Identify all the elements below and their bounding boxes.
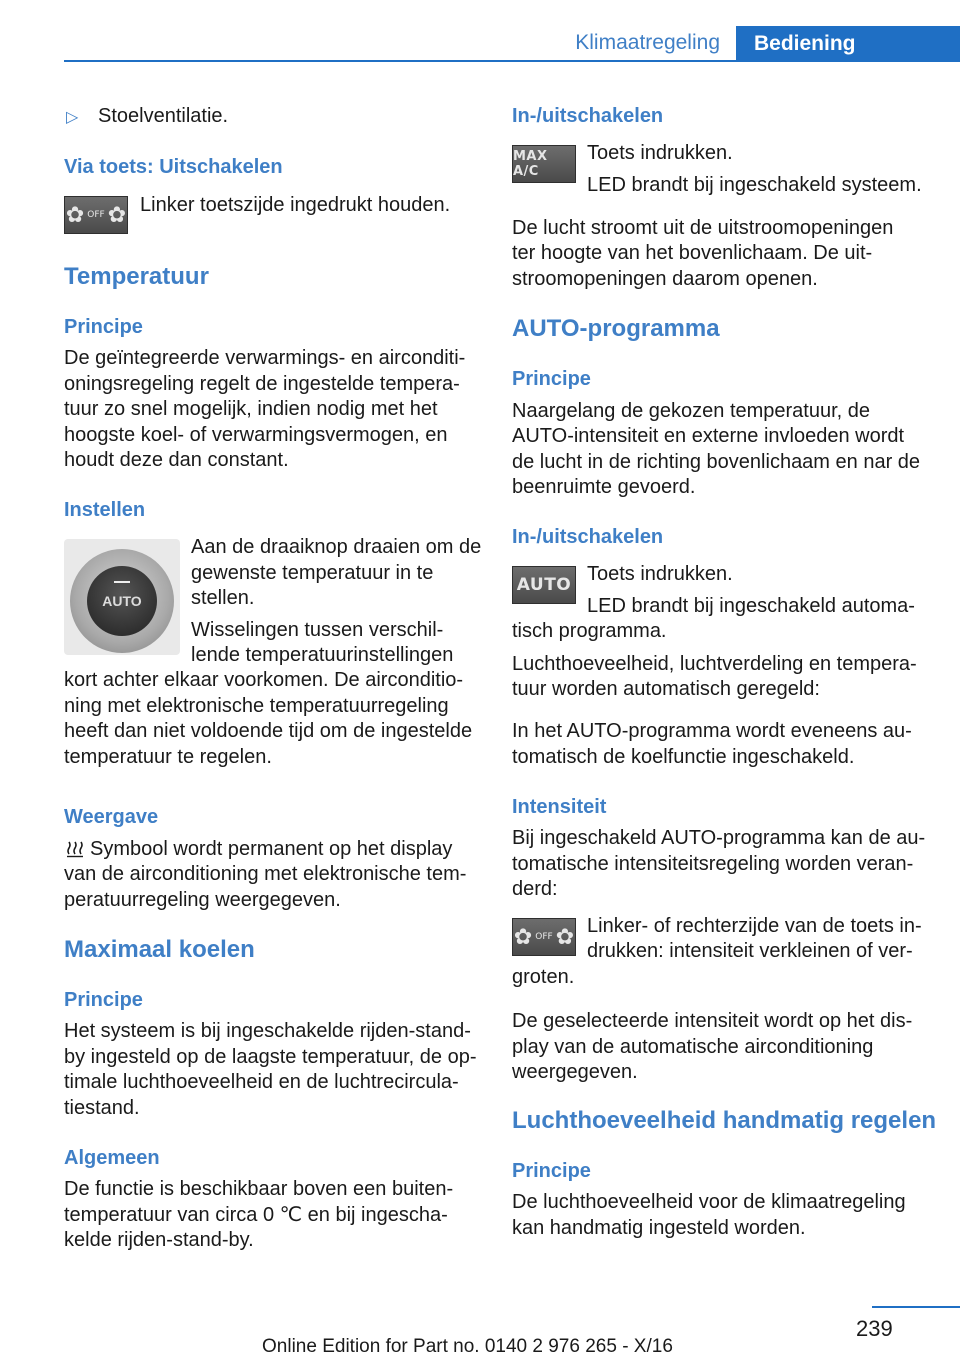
wissel-full-line-4: temperatuur te regelen.	[64, 746, 272, 768]
temperature-knob-image	[64, 539, 180, 655]
in-uit-2-line-2: LED brandt bij ingeschakeld automa-	[587, 595, 915, 617]
principe-3-line-3: de lucht in de richting bovenlichaam en nar de	[512, 451, 921, 473]
intensiteit-heading: Intensiteit	[512, 796, 607, 818]
in-uit-heading-2: In-/uitschakelen	[512, 526, 664, 548]
auto-koel-line-2: tomatisch de koelfunctie ingeschakeld.	[512, 746, 855, 768]
gesel-line-2: play van de automatische airconditioning	[512, 1036, 874, 1058]
principe-1-line-2: oningsregeling regelt de ingestelde tempera-	[64, 373, 460, 395]
knob-minus-icon	[114, 581, 130, 583]
max-ac-button-image	[512, 145, 576, 183]
lucht-line-3: stroomopeningen daarom openen.	[512, 268, 818, 290]
fan-large-icon-2: ✿	[555, 924, 575, 950]
auto-programma-title: AUTO-programma	[512, 315, 720, 342]
page-number: 239	[856, 1316, 893, 1341]
principe-2-line-3: timale luchthoeveelheid en de luchtrecircula-	[64, 1071, 459, 1093]
wissel-full-line-2: ning met elektronische temperatuurregeling	[64, 695, 449, 717]
luchthoeveelheid-title: Luchthoeveelheid handmatig regelen	[512, 1107, 937, 1134]
fan-small-icon: ✿	[65, 202, 85, 228]
maximaal-koelen-title: Maximaal koelen	[64, 936, 255, 963]
intensiteit-line-3: derd:	[512, 878, 558, 900]
principe-heading-2: Principe	[64, 989, 143, 1011]
instellen-line-2: gewenste temperatuur in te	[191, 562, 434, 584]
header-section-tab: Klimaatregeling	[575, 31, 720, 54]
wissel-full-line-3: heeft dan niet voldoende tijd om de ingestelde	[64, 720, 473, 742]
weergave-line-3: peratuurregeling weergegeven.	[64, 889, 341, 911]
in-uit-2-line-1: Toets indrukken.	[587, 563, 733, 585]
auto-button-image	[512, 566, 576, 604]
in-uit-1-line-2: LED brandt bij ingeschakeld systeem.	[587, 174, 922, 196]
principe-heading-4: Principe	[512, 1160, 591, 1182]
weergave-line-2: van de airconditioning met elektronische tem-	[64, 863, 467, 885]
principe-3-line-4: beenruimte gevoerd.	[512, 476, 696, 498]
weergave-line-1: Symbool wordt permanent op het display	[90, 838, 453, 860]
instellen-line-1: Aan de draaiknop draaien om de	[191, 536, 482, 558]
fan-intensity-button-image	[512, 918, 576, 956]
principe-2-line-1: Het systeem is bij ingeschakelde rijden-stand-	[64, 1020, 471, 1042]
wissel-line-2: lende temperatuurinstellingen	[191, 644, 454, 666]
footer-rule	[872, 1306, 960, 1308]
in-uit-2-continuation: tisch programma.	[512, 620, 667, 642]
temperatuur-title: Temperatuur	[64, 263, 209, 290]
linker-line-2: drukken: intensiteit verkleinen of ver-	[587, 940, 913, 962]
in-uit-heading-1: In-/uitschakelen	[512, 105, 664, 127]
in-uit-1-line-1: Toets indrukken.	[587, 142, 733, 164]
algemeen-heading: Algemeen	[64, 1147, 160, 1169]
principe-1-line-4: hoogste koel- of verwarmingsvermogen, en	[64, 424, 448, 446]
linker-line-1: Linker- of rechterzijde van de toets in-	[587, 915, 922, 937]
principe-3-line-1: Naargelang de gekozen temperatuur, de	[512, 400, 871, 422]
bullet-arrow-icon: ▷	[66, 109, 79, 126]
principe-heading-1: Principe	[64, 316, 143, 338]
gesel-line-1: De geselecteerde intensiteit wordt op het dis-	[512, 1010, 913, 1032]
via-toets-text: Linker toetszijde ingedrukt houden.	[140, 194, 451, 216]
linker-continuation: groten.	[512, 966, 575, 988]
fan-off-button-image	[64, 196, 128, 234]
via-toets-heading: Via toets: Uitschakelen	[64, 156, 283, 178]
auto-koel-line-1: In het AUTO-programma wordt eveneens au-	[512, 720, 912, 742]
intensiteit-line-1: Bij ingeschakeld AUTO-programma kan de au-	[512, 827, 926, 849]
algemeen-line-3: kelde rijden-stand-by.	[64, 1229, 254, 1251]
fan-small-icon-2: ✿	[513, 924, 533, 950]
principe-1-line-3: tuur zo snel mogelijk, indien nodig met het	[64, 398, 438, 420]
lucht2-line-1: Luchthoeveelheid, luchtverdeling en tempera-	[512, 653, 917, 675]
intensiteit-line-2: tomatische intensiteitsregeling worden veran-	[512, 853, 914, 875]
algemeen-line-2: temperatuur van circa 0 ℃ en bij ingescha-	[64, 1204, 448, 1226]
principe-2-line-2: by ingesteld op de laagste temperatuur, de op-	[64, 1046, 477, 1068]
lucht-line-1: De lucht stroomt uit de uitstroomopeningen	[512, 217, 894, 239]
principe-1-line-1: De geïntegreerde verwarmings- en airconditi-	[64, 347, 466, 369]
principe-4-line-1: De luchthoeveelheid voor de klimaatregeling	[512, 1191, 906, 1213]
algemeen-line-1: De functie is beschikbaar boven een buiten-	[64, 1178, 454, 1200]
air-flow-symbol-icon	[66, 840, 84, 858]
principe-heading-3: Principe	[512, 368, 591, 390]
lucht2-line-2: tuur worden automatisch geregeld:	[512, 678, 820, 700]
principe-2-line-4: tiestand.	[64, 1097, 140, 1119]
off-label-2: OFF	[535, 932, 553, 942]
off-label: OFF	[87, 210, 105, 220]
header-chapter-tab: Bediening	[736, 26, 960, 62]
knob-auto-label: AUTO	[87, 566, 157, 636]
instellen-heading: Instellen	[64, 499, 146, 521]
header-rule	[64, 60, 960, 62]
instellen-line-3: stellen.	[191, 587, 255, 609]
principe-1-line-5: houdt deze dan constant.	[64, 449, 289, 471]
weergave-heading: Weergave	[64, 806, 159, 828]
fan-large-icon: ✿	[107, 202, 127, 228]
edition-text: Online Edition for Part no. 0140 2 976 265 - X/16	[262, 1336, 673, 1357]
gesel-line-3: weergegeven.	[512, 1061, 638, 1083]
bullet-text: Stoelventilatie.	[98, 105, 229, 127]
auto-button-label: AUTO	[516, 575, 572, 595]
max-ac-label: MAX A/C	[513, 149, 548, 179]
wissel-line-1: Wisselingen tussen verschil-	[191, 619, 444, 641]
principe-4-line-2: kan handmatig ingesteld worden.	[512, 1217, 806, 1239]
wissel-full-line-1: kort achter elkaar voorkomen. De airconditio-	[64, 669, 464, 691]
lucht-line-2: ter hoogte van het bovenlichaam. De uit-	[512, 242, 873, 264]
principe-3-line-2: AUTO-intensiteit en externe invloeden wordt	[512, 425, 905, 447]
